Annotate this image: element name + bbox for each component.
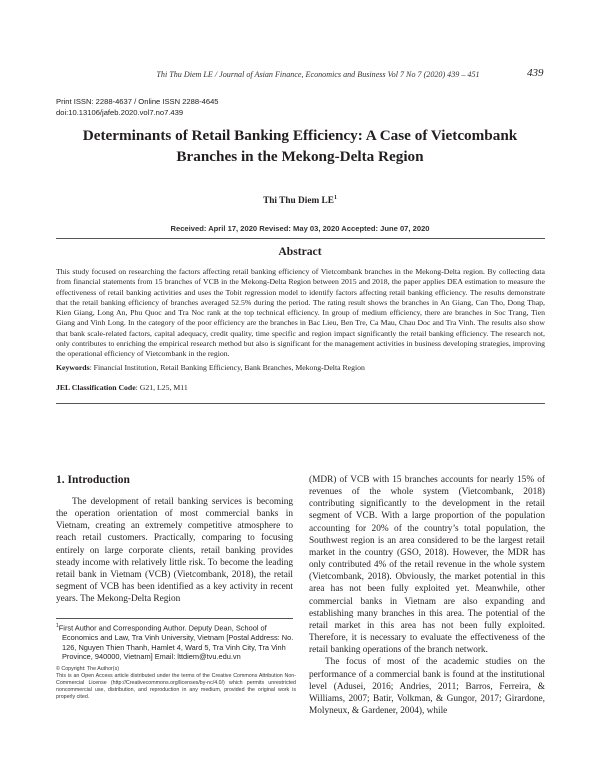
footnote-divider [56,618,293,619]
license-text: This is an Open Access article distributed under the terms of the Creative Commons Attribution Non-Commercial License (http://Creativecommons.org/licenses/by-nc/4.0/) which permits unrestricted noncommercial use, distribution, and reproduction in any medium, provided the original work is properly cited. [56,672,296,700]
issn-block [56,97,219,118]
page-number: 439 [527,67,544,79]
divider-top [56,238,545,239]
jel-codes [56,383,545,392]
running-head: Thi Thu Diem LE / Journal of Asian Finance, Economics and Business Vol 7 No 7 (2020) 439 – 451 [156,70,480,79]
paper-title [40,125,560,167]
paragraph: (MDR) of VCB with 15 branches accounts for nearly 15% of revenues of the whole system (Vietcombank, 2018) contributing significantly to the development in the retail segment of VCB. With a large proportion of the population accounting for 20% of the country’s total population, the Southwest region is an area considered to be the largest retail market in the country (GSO, 2018). However, the MDR has only contributed 4% of the retail revenue in the whole system (Vietcombank, 2018). Obviously, the market potential in this area has not been fully exploited yet. Meanwhile, other commercial banks in Vietnam are also expanding and establishing many branches in this area. The potential of the retail market in this area has not been fully exploited. Therefore, it is necessary to evaluate the effectiveness of the retail banking operations of the branch network. [309,475,545,656]
footnote [56,622,299,662]
abstract-heading: Abstract [278,245,322,258]
divider-bottom [56,403,545,404]
author-line [0,195,600,206]
section-heading: 1. Introduction [56,474,130,486]
footnote-text: First Author and Corresponding Author. Deputy Dean, School of Economics and Law, Tra Vinh University, Vietnam [Postal Address: No. 126, Nguyen Thien Thanh, Hamlet 4, Ward 5, Tra Vinh City, Tra Vinh Province, 940000, Vietnam] Email: lttdiem@tvu.edu.vn [58,623,294,662]
paragraph: The development of retail banking services is becoming the operation orientation of most commercial banks in Vietnam, creating an extremely competitive atmosphere to reach retail customers. Practically, comparing to focusing entirely on large corporate clients, retail banking provides steady income with relatively little risk. To become the leading retail bank in Vietnam (VCB) (Vietcombank, 2018), the retail segment of VCB has been identified as a key activity in recent years. The Mekong-Delta Region [56,497,293,605]
author-name: Thi Thu Diem LE [263,196,334,207]
submission-dates: Received: April 17, 2020 Revised: May 03, 2020 Accepted: June 07, 2020 [170,224,430,233]
abstract-body: This study focused on researching the factors affecting retail banking efficiency of Vietcombank branches in the Mekong-Delta region. By collecting data from financial statements from 15 branches of VCB in the Mekong-Delta Region between 2015 and 2018, the paper applies DEA estimation to measure the effectiveness of retail banking activities and uses the Tobit regression model to identify factors affecting retail banking efficiency. The results demonstrate that the retail banking efficiency of branches averaged 52.5% during the period. The rating result shows the branches in An Giang, Can Tho, Dong Thap, Kien Giang, Long An, Phu Quoc and Tra Noc rank at the top technical efficiency. In group of medium efficiency, there are branches in Soc Trang, Tien Giang and Vinh Long. In the category of the poor efficiency are the branches in Bac Lieu, Ben Tre, Ca Mau, Chau Doc and Tra Vinh. The results also show that bank scale-related factors, capital adequacy, credit quality, time specific and region impact significantly the retail banking efficiency. The research not, only contributes to enriching the empirical research method but also is significant for the management activities in business developing strategies, improving the operational efficiency of Vietcombank in the region. [56,267,545,358]
author-superscript: 1 [333,195,337,201]
keywords-label: Keywords [56,363,90,372]
title-line-2: Branches in the Mekong-Delta Region [176,148,424,165]
paragraph: The focus of most of the academic studies on the performance of a commercial bank is found at the institutional level (Adusei, 2016; Andries, 2011; Barros, Ferreira, & Williams, 2007; Batir, Volkman, & Gungor, 2017; Girardone, Molyneux, & Gardener, 2004), while [309,657,545,716]
left-column [56,496,293,605]
doi-line: doi:10.13106/jafeb.2020.vol7.no7.439 [56,107,184,117]
title-line-1: Determinants of Retail Banking Efficiency: A Case of Vietcombank [82,127,518,144]
keywords-text: : Financial Institution, Retail Banking Efficiency, Bank Branches, Mekong-Delta Region [89,363,365,372]
jel-text: : G21, L25, M11 [135,383,188,392]
right-column [309,474,545,717]
issn-line: Print ISSN: 2288-4637 / Online ISSN 2288-4645 [56,97,219,106]
copyright-line: © Copyright: The Author(s) [56,666,119,672]
footnote-marker: 1 [56,623,59,629]
copyright-notice [56,666,296,701]
keywords [56,363,545,372]
jel-label: JEL Classification Code [56,383,136,392]
